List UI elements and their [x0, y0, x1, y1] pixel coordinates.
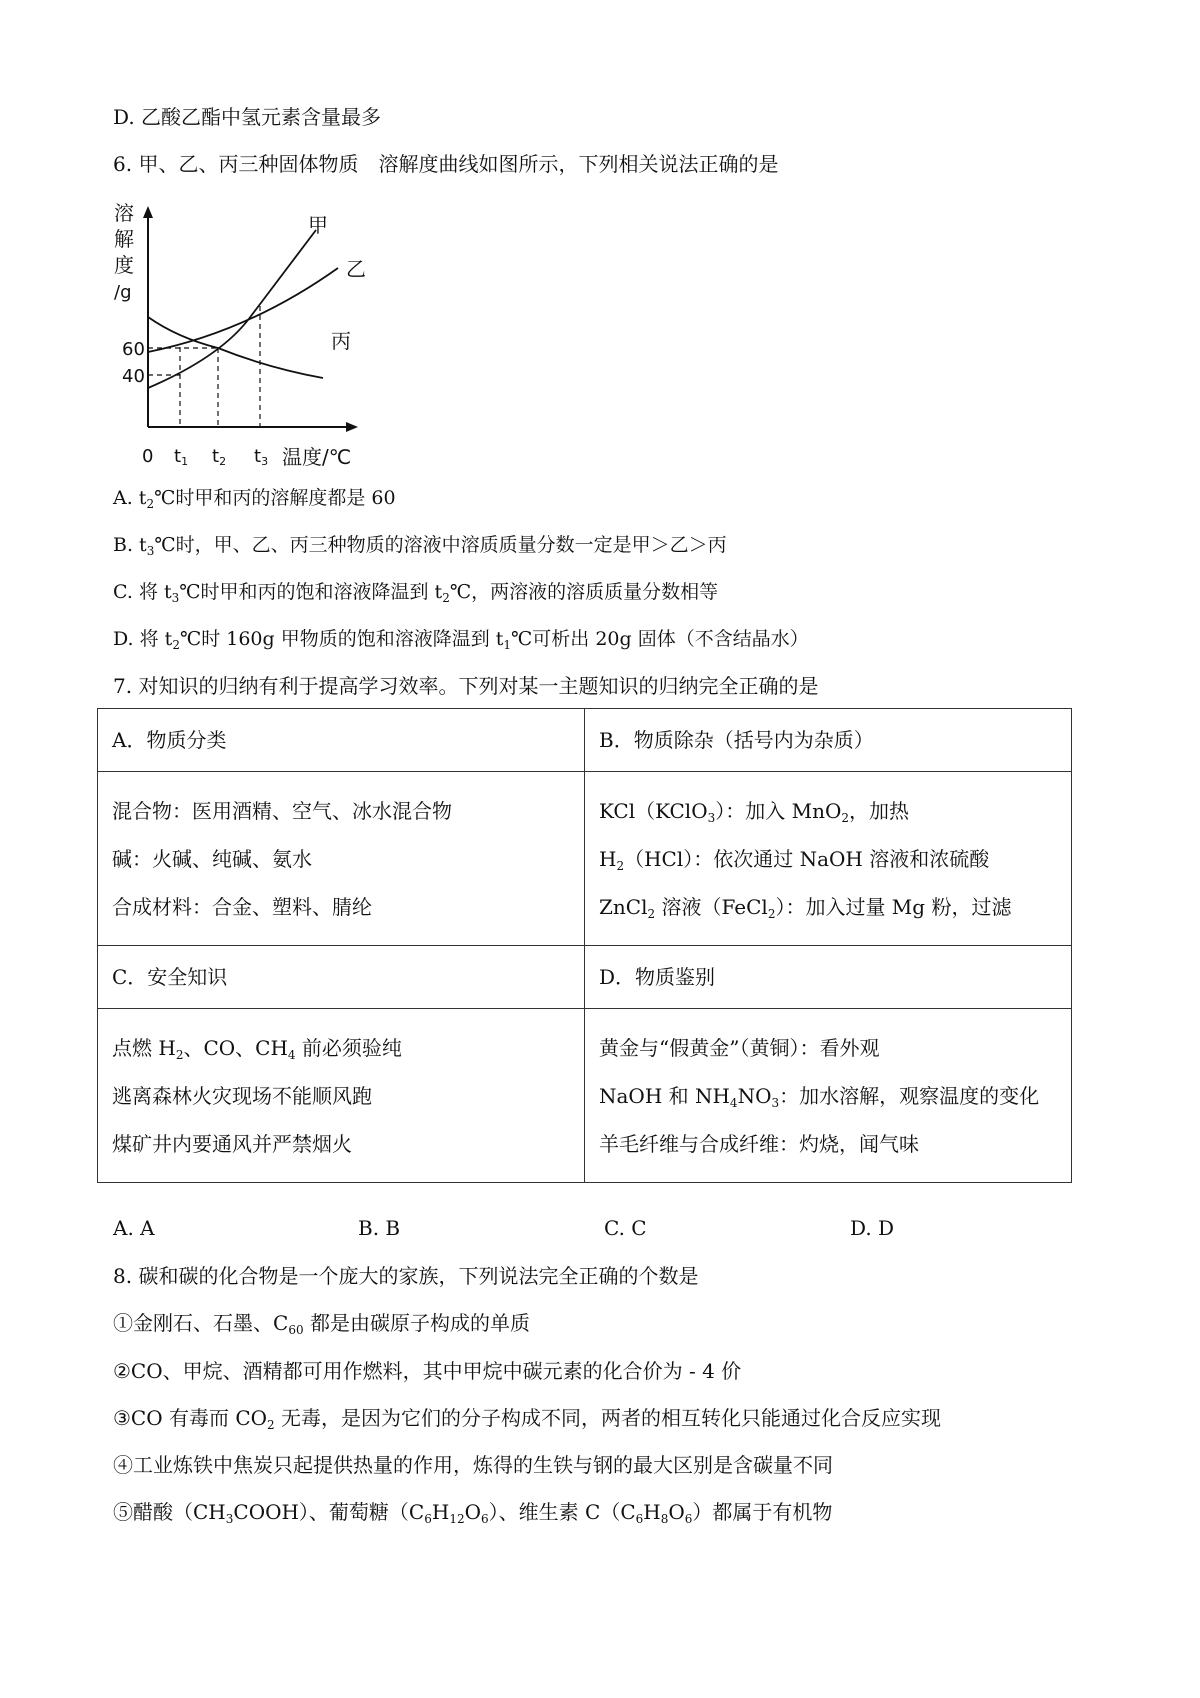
cell-line: 混合物：医用酒精、空气、冰水混合物: [112, 799, 452, 823]
q8-statement-5: ⑤醋酸$(CH_3COOH)$、葡萄糖$(C_6H_{12}O_6)$、维生素 $C(C_6H_8O_6)$都属于有机物: [113, 1500, 833, 1526]
cell-line: 点燃 $H_2$、CO、$CH_4$ 前必须验纯: [112, 1036, 402, 1062]
xtick-t1: t1: [174, 446, 189, 468]
knowledge-table: [97, 708, 1072, 1183]
ylabel-char: 度: [114, 253, 134, 277]
cell-line: 黄金与“假黄金”（黄铜）：看外观: [599, 1036, 880, 1060]
cell-line: 煤矿井内要通风并严禁烟火: [112, 1132, 352, 1156]
series-label-bing: 丙: [331, 329, 351, 353]
q6-option-d: D. 将 $t_2℃$时 160g 甲物质的饱和溶液降温到 $t_1℃$可析出 20g 固体（不含结晶水）: [113, 628, 809, 652]
cell-b-title: B．物质除杂（括号内为杂质）: [585, 709, 1072, 772]
solubility-graph: [108, 200, 388, 472]
x-axis-arrow: [346, 422, 358, 432]
q7-answer-b: B. B: [358, 1216, 401, 1240]
origin-label: 0: [142, 446, 154, 467]
cell-c-body: [98, 1009, 585, 1183]
q7-answer-a: A. A: [113, 1216, 155, 1240]
q7-answer-c: C. C: [604, 1216, 647, 1240]
q7-answer-d: D. D: [850, 1216, 895, 1240]
cell-b-body: [585, 772, 1072, 946]
ylabel-char: 解: [114, 227, 134, 251]
y-axis-arrow: [143, 206, 153, 218]
ylabel-char: 溶: [114, 201, 134, 225]
ylabel-char: /g: [114, 282, 132, 303]
cell-line: KCl（KClO$_3$）：加入 MnO$_2$，加热: [599, 799, 910, 825]
cell-line: 逃离森林火灾现场不能顺风跑: [112, 1084, 372, 1108]
curve-yi: [148, 268, 338, 352]
xtick-t2: t2: [212, 446, 227, 468]
q6-option-a: A. $t_2℃$时甲和丙的溶解度都是 60: [113, 487, 396, 511]
q7-stem: 7. 对知识的归纳有利于提高学习效率。下列对某一主题知识的归纳完全正确的是: [113, 674, 819, 698]
q6-stem: 6. 甲、乙、丙三种固体物质 溶解度曲线如图所示，下列相关说法正确的是: [113, 152, 779, 176]
q5-option-d: D. 乙酸乙酯中氢元素含量最多: [113, 105, 382, 129]
cell-c-title: C．安全知识: [98, 946, 585, 1009]
cell-d-title: D．物质鉴别: [585, 946, 1072, 1009]
cell-line: 碱：火碱、纯碱、氨水: [112, 847, 312, 871]
ytick-label: 40: [122, 366, 145, 387]
cell-line: $H_2(HCl)$：依次通过 NaOH 溶液和浓硫酸: [599, 847, 990, 873]
cell-line: NaOH 和 $NH_4NO_3$：加水溶解，观察温度的变化: [599, 1084, 1040, 1110]
xlabel: 温度/℃: [282, 445, 352, 469]
ytick-label: 60: [122, 339, 145, 360]
xtick-t3: t3: [254, 446, 269, 468]
cell-a-title: A．物质分类: [98, 709, 585, 772]
q8-statement-4: ④工业炼铁中焦炭只起提供热量的作用，炼得的生铁与钢的最大区别是含碳量不同: [113, 1453, 833, 1477]
cell-line: 羊毛纤维与合成纤维：灼烧，闻气味: [599, 1132, 919, 1156]
q6-option-b: B. $t_3℃$时，甲、乙、丙三种物质的溶液中溶质质量分数一定是甲＞乙＞丙: [113, 534, 727, 558]
q8-stem: 8. 碳和碳的化合物是一个庞大的家族，下列说法完全正确的个数是: [113, 1264, 699, 1288]
cell-a-body: [98, 772, 585, 946]
curve-jia: [148, 230, 316, 388]
q8-statement-2: ②CO、甲烷、酒精都可用作燃料，其中甲烷中碳元素的化合价为 - 4 价: [113, 1359, 742, 1383]
cell-d-body: [585, 1009, 1072, 1183]
series-label-jia: 甲: [308, 213, 328, 237]
q8-statement-3: ③CO 有毒而 $CO_2$ 无毒，是因为它们的分子构成不同，两者的相互转化只能通过化合反应实现: [113, 1406, 942, 1432]
q8-statement-1: ①金刚石、石墨、$C_{60}$ 都是由碳原子构成的单质: [113, 1311, 530, 1337]
cell-line: ZnCl$_2$ 溶液（FeCl$_2$）：加入过量 Mg 粉，过滤: [599, 895, 1012, 921]
series-label-yi: 乙: [346, 257, 366, 281]
q6-option-c: C. 将 $t_3℃$时甲和丙的饱和溶液降温到 $t_2℃$，两溶液的溶质质量分数相等: [113, 581, 719, 605]
cell-line: 合成材料：合金、塑料、腈纶: [112, 895, 372, 919]
